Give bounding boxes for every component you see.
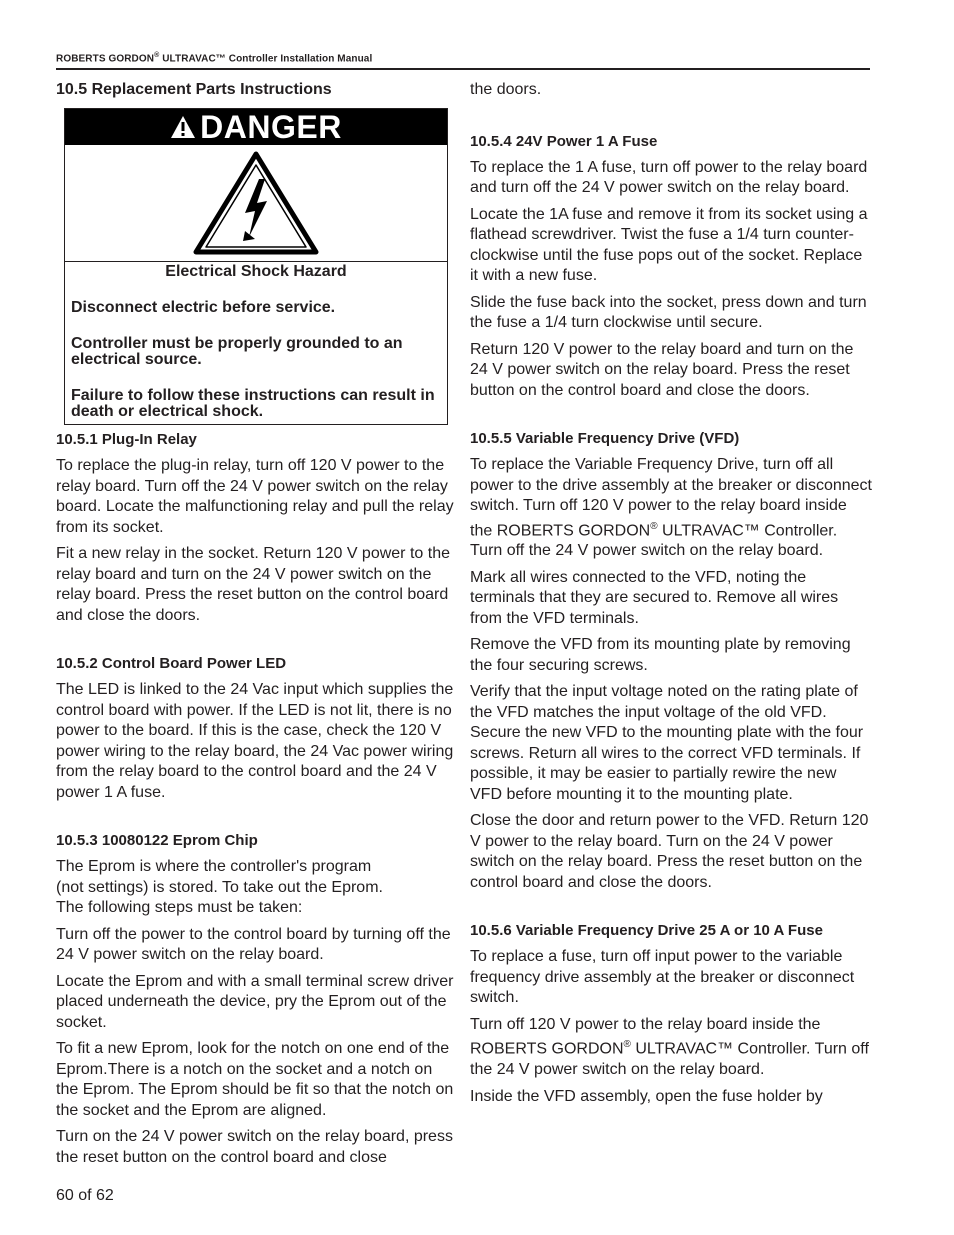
subsection-title-6: 10.5.6 Variable Frequency Drive 25 A or 10 A Fuse xyxy=(470,922,823,940)
paragraph: Verify that the input voltage noted on the rating plate of the VFD matches the input voltage of the old VFD. Secure the new VFD to the mounting plate with the four screws. Return all wires to the correct VFD terminals. If possible, it may be easier to partially rewire the new VFD before mounting it to the mounting plate. xyxy=(470,683,864,803)
paragraph: the doors. xyxy=(470,81,542,98)
reg-mark: ® xyxy=(623,1039,631,1051)
paragraph: Locate the 1A fuse and remove it from its socket using a flathead screwdriver. Twist the fuse a 1/4 turn counter-clockwise until the fuse pops out of the socket. Replace it with a new fuse. xyxy=(470,205,868,284)
header-brand: ROBERTS GORDON xyxy=(56,53,155,65)
eprom-line-1: The Eprom is where the controller's program xyxy=(56,858,372,875)
paragraph: To fit a new Eprom, look for the notch on one end of the Eprom.There is a notch on the socket and a notch on the Eprom. The Eprom should be fit so that the notch on the socket and the Eprom are aligned. xyxy=(56,1040,454,1119)
paragraph: To replace the 1 A fuse, turn off power to the relay board and turn off the 24 V power switch on the relay board. xyxy=(470,158,868,196)
paragraph: Return 120 V power to the relay board and turn on the 24 V power switch on the relay board. Press the reset button on the control board and close the doors. xyxy=(470,340,854,399)
paragraph: Close the door and return power to the VFD. Return 120 V power to the relay board. Turn on the 24 V power switch on the relay board. Press the reset button on the control board and close the doors. xyxy=(470,812,869,891)
paragraph: Inside the VFD assembly, open the fuse holder by xyxy=(470,1087,823,1105)
paragraph: Turn on the 24 V power switch on the relay board, press the reset button on the control board and close xyxy=(56,1128,453,1166)
paragraph: Fit a new relay in the socket. Return 120 V power to the relay board and turn on the 24 V power switch on the relay board. Press the reset button on the control board and close the doors. xyxy=(56,545,450,624)
danger-text xyxy=(65,262,447,424)
subsection-title-5: 10.5.5 Variable Frequency Drive (VFD) xyxy=(470,430,740,447)
danger-box xyxy=(64,108,448,425)
reg-mark: ® xyxy=(650,520,658,532)
page-header xyxy=(56,50,870,70)
paragraph: Slide the fuse back into the socket, press down and turn the fuse a 1/4 turn clockwise until secure. xyxy=(470,293,867,331)
paragraph xyxy=(470,1015,872,1081)
vfd-text-b: ULTRAVAC™ Controller. Turn off the 24 V power switch on the relay board. xyxy=(470,521,838,560)
vfd-text-a: To replace the Variable Frequency Drive, turn off all power to the drive assembly at the breaker or disconnect switch. Turn off 120 V power to the relay board inside the ROBERTS GORDON xyxy=(470,456,872,539)
subsection-title-3: 10.5.3 10080122 Eprom Chip xyxy=(56,832,258,849)
paragraph: To replace a fuse, turn off input power to the variable frequency drive assembly at the breaker or disconnect switch. xyxy=(470,948,855,1007)
eprom-line-3: The following steps must be taken: xyxy=(56,899,303,916)
danger-title: DANGER xyxy=(200,108,342,145)
paragraph: Locate the Eprom and with a small terminal screw driver placed underneath the device, pry the Eprom out of the socket. xyxy=(56,972,454,1031)
eprom-line-2: (not settings) is stored. To take out the Eprom. xyxy=(56,878,383,896)
danger-line-3: Failure to follow these instructions can result in death or electrical shock. xyxy=(71,387,435,420)
danger-hazard: Electrical Shock Hazard xyxy=(165,263,347,280)
subsection-title-1: 10.5.1 Plug-In Relay xyxy=(56,431,197,448)
header-text xyxy=(56,52,372,64)
paragraph: To replace the plug-in relay, turn off 120 V power to the relay board. Turn off the 24 V power switch on the relay board. Locate the malfunctioning relay and pull the relay from its socket. xyxy=(56,457,454,536)
danger-line-1: Disconnect electric before service. xyxy=(71,299,336,316)
paragraph: Turn off the power to the control board by turning off the 24 V power switch on the relay board. xyxy=(56,925,451,963)
danger-line-2: Controller must be properly grounded to an electrical source. xyxy=(71,335,403,368)
paragraph xyxy=(470,455,872,562)
warning-triangle-icon xyxy=(170,115,196,139)
paragraph: Remove the VFD from its mounting plate by removing the four securing screws. xyxy=(470,636,851,674)
page-number: 60 of 62 xyxy=(56,1187,114,1204)
header-reg-mark: ® xyxy=(154,52,160,59)
subsection-title-2: 10.5.2 Control Board Power LED xyxy=(56,655,287,672)
fuse-text-b: ULTRAVAC™ Controller. Turn off the 24 V power switch on the relay board. xyxy=(470,1040,869,1079)
paragraph: Mark all wires connected to the VFD, noting the terminals that they are secured to. Remove all wires from the VFD terminals. xyxy=(470,568,839,627)
danger-title-bar xyxy=(65,109,447,145)
header-title: ULTRAVAC™ Controller Installation Manual xyxy=(159,53,373,65)
right-column xyxy=(470,80,872,1113)
subsection-title-4: 10.5.4 24V Power 1 A Fuse xyxy=(470,132,658,150)
paragraph xyxy=(56,857,454,919)
paragraph: The LED is linked to the 24 Vac input which supplies the control board with power. If the LED is not lit, there is no power to the board. If this is the case, check the 120 V power wiring to the relay board, the 24 Vac power wiring from the relay board to the control board and the 24 V power 1 A fuse. xyxy=(56,681,454,801)
fuse-text-a: Turn off 120 V power to the relay board inside the ROBERTS GORDON xyxy=(470,1015,821,1058)
danger-graphic xyxy=(65,145,447,262)
electrical-shock-icon xyxy=(193,151,319,255)
left-column xyxy=(56,80,454,1174)
section-title: 10.5 Replacement Parts Instructions xyxy=(56,81,332,98)
